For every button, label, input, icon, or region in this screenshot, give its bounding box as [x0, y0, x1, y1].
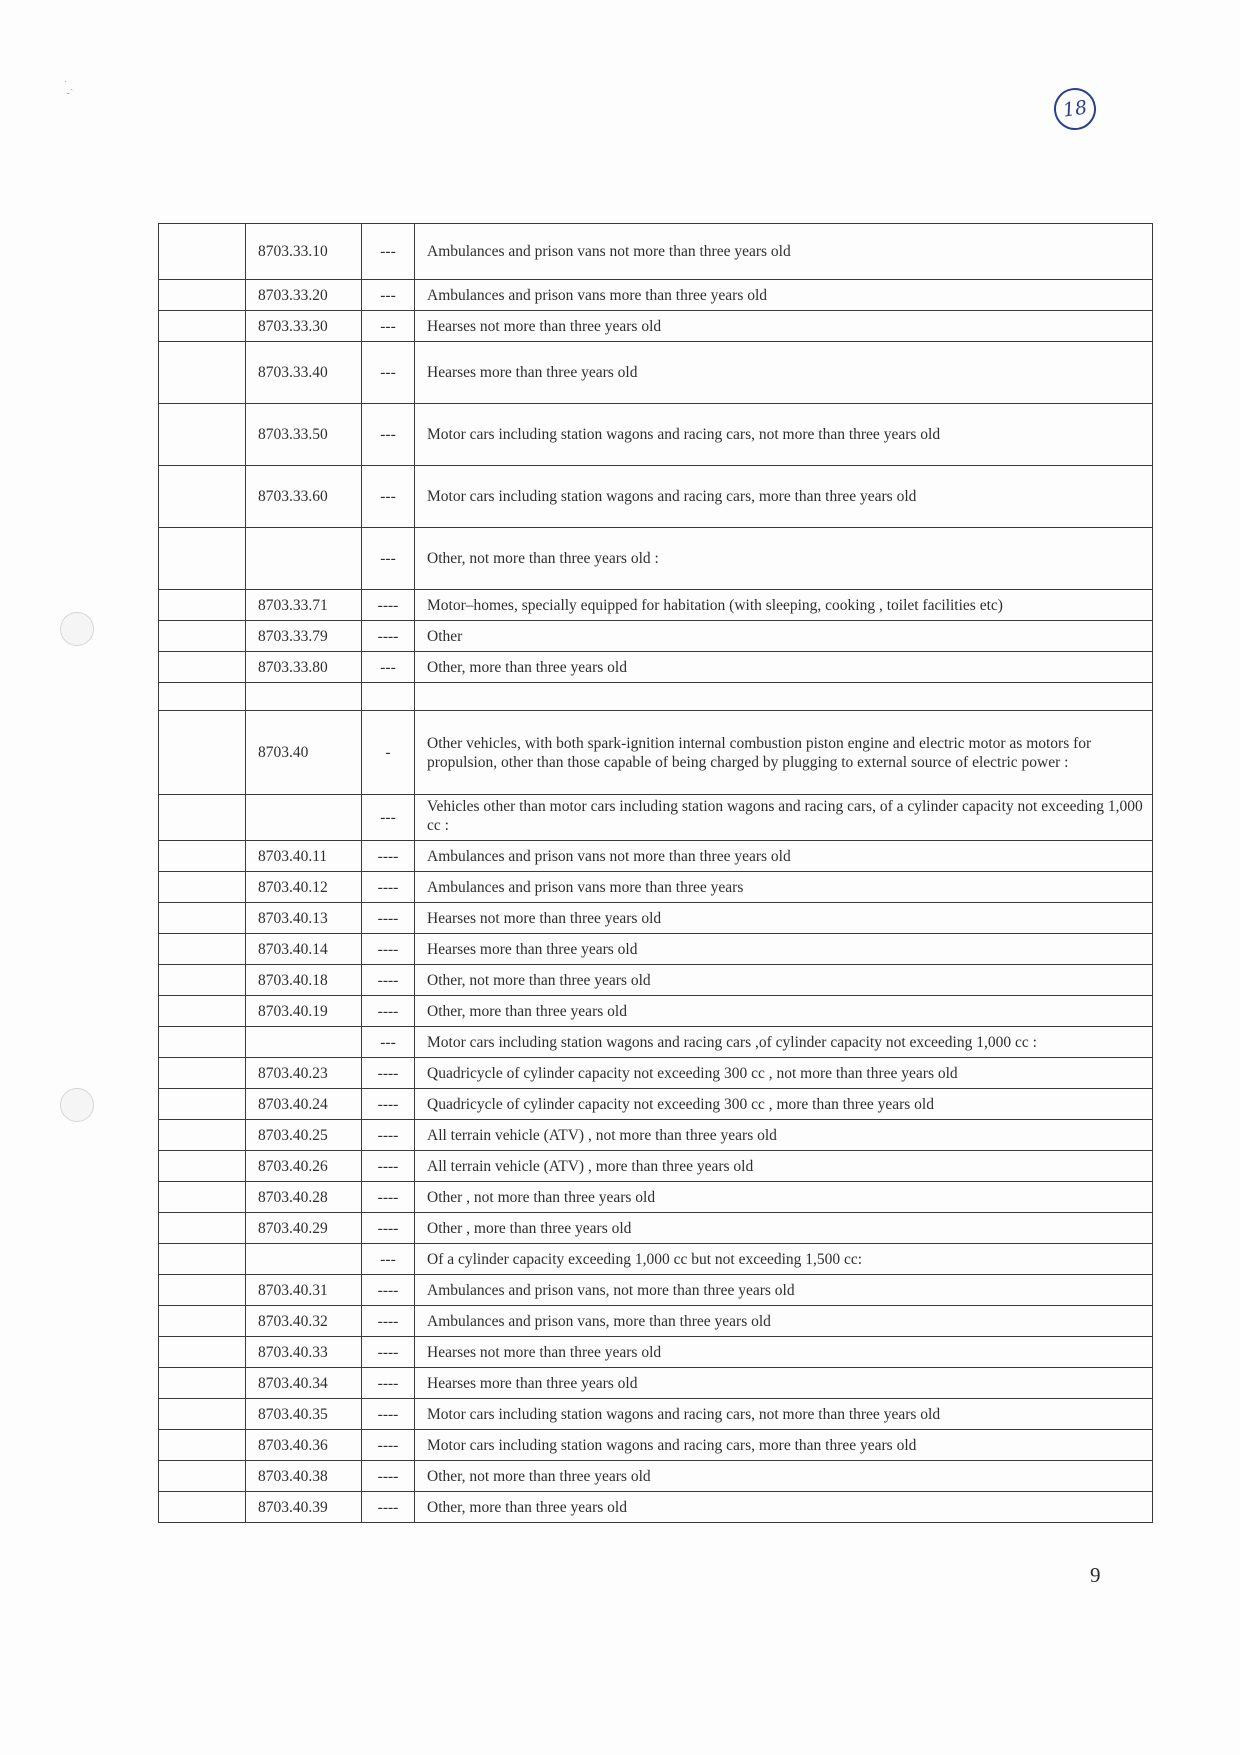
blank-cell: [159, 1430, 246, 1461]
dash-level-cell: ----: [362, 1182, 415, 1213]
table-row: [159, 1275, 1153, 1306]
description-cell: Motor cars including station wagons and racing cars ,of cylinder capacity not exceeding 1,000 cc :: [415, 1027, 1153, 1058]
dash-level-cell: ---: [362, 404, 415, 466]
hs-code-cell: 8703.40.34: [246, 1368, 362, 1399]
hs-code-cell: [246, 795, 362, 841]
dash-level-cell: [362, 683, 415, 711]
dash-level-cell: ---: [362, 466, 415, 528]
description-cell: Other vehicles, with both spark-ignition internal combustion piston engine and electric motor as motors for propulsion, other than those capable of being charged by plugging to external source of electric power :: [415, 711, 1153, 795]
hs-code-cell: 8703.40.14: [246, 934, 362, 965]
dash-level-cell: ----: [362, 934, 415, 965]
dash-level-cell: ----: [362, 1461, 415, 1492]
table-row: [159, 1027, 1153, 1058]
dash-level-cell: ----: [362, 1399, 415, 1430]
page-number: 9: [1090, 1563, 1101, 1587]
table-row: [159, 996, 1153, 1027]
blank-cell: [159, 1399, 246, 1430]
blank-cell: [159, 621, 246, 652]
hs-code-cell: 8703.40.11: [246, 841, 362, 872]
blank-cell: [159, 1120, 246, 1151]
table-row: [159, 965, 1153, 996]
dash-level-cell: ----: [362, 1120, 415, 1151]
hs-code-cell: 8703.40.25: [246, 1120, 362, 1151]
description-cell: Other , more than three years old: [415, 1213, 1153, 1244]
blank-cell: [159, 841, 246, 872]
description-cell: Motor cars including station wagons and racing cars, not more than three years old: [415, 404, 1153, 466]
page-stamp: 18: [1051, 85, 1098, 132]
hs-code-cell: [246, 1027, 362, 1058]
blank-cell: [159, 1089, 246, 1120]
table-row: [159, 652, 1153, 683]
table-row: [159, 1337, 1153, 1368]
dash-level-cell: ----: [362, 1368, 415, 1399]
dash-level-cell: ----: [362, 1306, 415, 1337]
hs-code-cell: 8703.40.28: [246, 1182, 362, 1213]
blank-cell: [159, 404, 246, 466]
hs-code-cell: 8703.40.23: [246, 1058, 362, 1089]
blank-cell: [159, 652, 246, 683]
hs-code-cell: 8703.33.40: [246, 342, 362, 404]
punch-hole-icon: [60, 1088, 94, 1122]
hs-code-cell: 8703.40.39: [246, 1492, 362, 1523]
blank-cell: [159, 342, 246, 404]
table-row: [159, 1492, 1153, 1523]
hs-code-cell: 8703.33.20: [246, 280, 362, 311]
dash-level-cell: ----: [362, 996, 415, 1027]
dash-level-cell: ----: [362, 1275, 415, 1306]
hs-code-cell: 8703.33.30: [246, 311, 362, 342]
dash-level-cell: ---: [362, 311, 415, 342]
dash-level-cell: ----: [362, 1058, 415, 1089]
description-cell: Of a cylinder capacity exceeding 1,000 cc but not exceeding 1,500 cc:: [415, 1244, 1153, 1275]
table-row: [159, 903, 1153, 934]
blank-cell: [159, 528, 246, 590]
dash-level-cell: ----: [362, 903, 415, 934]
description-cell: Vehicles other than motor cars including station wagons and racing cars, of a cylinder capacity not exceeding 1,000 cc :: [415, 795, 1153, 841]
blank-cell: [159, 1461, 246, 1492]
description-cell: Motor cars including station wagons and racing cars, not more than three years old: [415, 1399, 1153, 1430]
table-row: [159, 311, 1153, 342]
hs-code-cell: 8703.33.50: [246, 404, 362, 466]
blank-cell: [159, 1213, 246, 1244]
tariff-table: [158, 223, 1153, 1523]
description-cell: Hearses not more than three years old: [415, 311, 1153, 342]
hs-code-cell: 8703.40.29: [246, 1213, 362, 1244]
blank-cell: [159, 996, 246, 1027]
hs-code-cell: 8703.40.26: [246, 1151, 362, 1182]
description-cell: Other, not more than three years old: [415, 1461, 1153, 1492]
hs-code-cell: 8703.40.36: [246, 1430, 362, 1461]
blank-cell: [159, 224, 246, 280]
dash-level-cell: ---: [362, 280, 415, 311]
dash-level-cell: -: [362, 711, 415, 795]
dash-level-cell: ----: [362, 1213, 415, 1244]
hs-code-cell: 8703.40.13: [246, 903, 362, 934]
blank-cell: [159, 965, 246, 996]
blank-cell: [159, 795, 246, 841]
description-cell: Ambulances and prison vans more than three years: [415, 872, 1153, 903]
hs-code-cell: 8703.33.80: [246, 652, 362, 683]
dash-level-cell: ----: [362, 590, 415, 621]
blank-cell: [159, 311, 246, 342]
hs-code-cell: 8703.40.33: [246, 1337, 362, 1368]
tariff-table-body: [159, 224, 1153, 1523]
description-cell: Hearses not more than three years old: [415, 903, 1153, 934]
hs-code-cell: 8703.33.71: [246, 590, 362, 621]
table-row: [159, 1151, 1153, 1182]
description-cell: Motor–homes, specially equipped for habitation (with sleeping, cooking , toilet facilities etc): [415, 590, 1153, 621]
blank-cell: [159, 1337, 246, 1368]
hs-code-cell: 8703.40: [246, 711, 362, 795]
table-row: [159, 224, 1153, 280]
dash-level-cell: ---: [362, 1027, 415, 1058]
hs-code-cell: 8703.40.38: [246, 1461, 362, 1492]
description-cell: Other , not more than three years old: [415, 1182, 1153, 1213]
dash-level-cell: ----: [362, 1430, 415, 1461]
table-row: [159, 1182, 1153, 1213]
dash-level-cell: ----: [362, 1089, 415, 1120]
hs-code-cell: 8703.40.19: [246, 996, 362, 1027]
table-row: [159, 872, 1153, 903]
table-row: [159, 1089, 1153, 1120]
hs-code-cell: 8703.40.31: [246, 1275, 362, 1306]
punch-hole-icon: [60, 612, 94, 646]
table-row: [159, 1306, 1153, 1337]
description-cell: Hearses not more than three years old: [415, 1337, 1153, 1368]
description-cell: Hearses more than three years old: [415, 342, 1153, 404]
table-row: [159, 466, 1153, 528]
blank-cell: [159, 683, 246, 711]
description-cell: Other, more than three years old: [415, 652, 1153, 683]
blank-cell: [159, 466, 246, 528]
description-cell: [415, 683, 1153, 711]
table-row: [159, 1120, 1153, 1151]
description-cell: Quadricycle of cylinder capacity not exceeding 300 cc , not more than three years old: [415, 1058, 1153, 1089]
description-cell: Other: [415, 621, 1153, 652]
blank-cell: [159, 1058, 246, 1089]
hs-code-cell: 8703.40.24: [246, 1089, 362, 1120]
table-row: [159, 841, 1153, 872]
dash-level-cell: ---: [362, 224, 415, 280]
dash-level-cell: ----: [362, 621, 415, 652]
blank-cell: [159, 1368, 246, 1399]
dash-level-cell: ----: [362, 1492, 415, 1523]
blank-cell: [159, 1182, 246, 1213]
blank-cell: [159, 590, 246, 621]
blank-cell: [159, 903, 246, 934]
description-cell: All terrain vehicle (ATV) , more than three years old: [415, 1151, 1153, 1182]
hs-code-cell: 8703.33.10: [246, 224, 362, 280]
description-cell: Other, more than three years old: [415, 1492, 1153, 1523]
hs-code-cell: [246, 528, 362, 590]
description-cell: Ambulances and prison vans, not more than three years old: [415, 1275, 1153, 1306]
hs-code-cell: [246, 1244, 362, 1275]
hs-code-cell: 8703.40.12: [246, 872, 362, 903]
blank-cell: [159, 1244, 246, 1275]
hs-code-cell: 8703.33.79: [246, 621, 362, 652]
blank-cell: [159, 280, 246, 311]
description-cell: Other, more than three years old: [415, 996, 1153, 1027]
table-row: [159, 1213, 1153, 1244]
hs-code-cell: 8703.40.35: [246, 1399, 362, 1430]
table-row: [159, 1430, 1153, 1461]
blank-cell: [159, 1275, 246, 1306]
table-row: [159, 1058, 1153, 1089]
table-row: [159, 795, 1153, 841]
description-cell: Motor cars including station wagons and racing cars, more than three years old: [415, 1430, 1153, 1461]
dash-level-cell: ----: [362, 841, 415, 872]
scan-artifact: ˙ ˎ -: [64, 80, 74, 99]
dash-level-cell: ----: [362, 872, 415, 903]
table-row: [159, 711, 1153, 795]
dash-level-cell: ---: [362, 1244, 415, 1275]
description-cell: Ambulances and prison vans not more than three years old: [415, 841, 1153, 872]
hs-code-cell: 8703.40.32: [246, 1306, 362, 1337]
table-row: [159, 590, 1153, 621]
description-cell: Hearses more than three years old: [415, 1368, 1153, 1399]
description-cell: All terrain vehicle (ATV) , not more than three years old: [415, 1120, 1153, 1151]
blank-cell: [159, 1306, 246, 1337]
description-cell: Hearses more than three years old: [415, 934, 1153, 965]
hs-code-cell: 8703.33.60: [246, 466, 362, 528]
blank-cell: [159, 872, 246, 903]
hs-code-cell: [246, 683, 362, 711]
table-row: [159, 934, 1153, 965]
blank-cell: [159, 711, 246, 795]
table-row: [159, 404, 1153, 466]
description-cell: Ambulances and prison vans more than three years old: [415, 280, 1153, 311]
table-row: [159, 621, 1153, 652]
dash-level-cell: ---: [362, 652, 415, 683]
table-row: [159, 1244, 1153, 1275]
hs-code-cell: 8703.40.18: [246, 965, 362, 996]
table-row: [159, 1461, 1153, 1492]
table-row: [159, 342, 1153, 404]
table-row: [159, 528, 1153, 590]
description-cell: Other, not more than three years old :: [415, 528, 1153, 590]
table-row: [159, 1368, 1153, 1399]
dash-level-cell: ---: [362, 342, 415, 404]
blank-cell: [159, 1151, 246, 1182]
description-cell: Ambulances and prison vans, more than three years old: [415, 1306, 1153, 1337]
blank-cell: [159, 1492, 246, 1523]
description-cell: Quadricycle of cylinder capacity not exceeding 300 cc , more than three years old: [415, 1089, 1153, 1120]
dash-level-cell: ---: [362, 795, 415, 841]
dash-level-cell: ----: [362, 1151, 415, 1182]
blank-cell: [159, 934, 246, 965]
description-cell: Other, not more than three years old: [415, 965, 1153, 996]
description-cell: Motor cars including station wagons and racing cars, more than three years old: [415, 466, 1153, 528]
dash-level-cell: ---: [362, 528, 415, 590]
table-row: [159, 280, 1153, 311]
description-cell: Ambulances and prison vans not more than three years old: [415, 224, 1153, 280]
blank-cell: [159, 1027, 246, 1058]
dash-level-cell: ----: [362, 1337, 415, 1368]
table-row: [159, 1399, 1153, 1430]
dash-level-cell: ----: [362, 965, 415, 996]
table-row: [159, 683, 1153, 711]
